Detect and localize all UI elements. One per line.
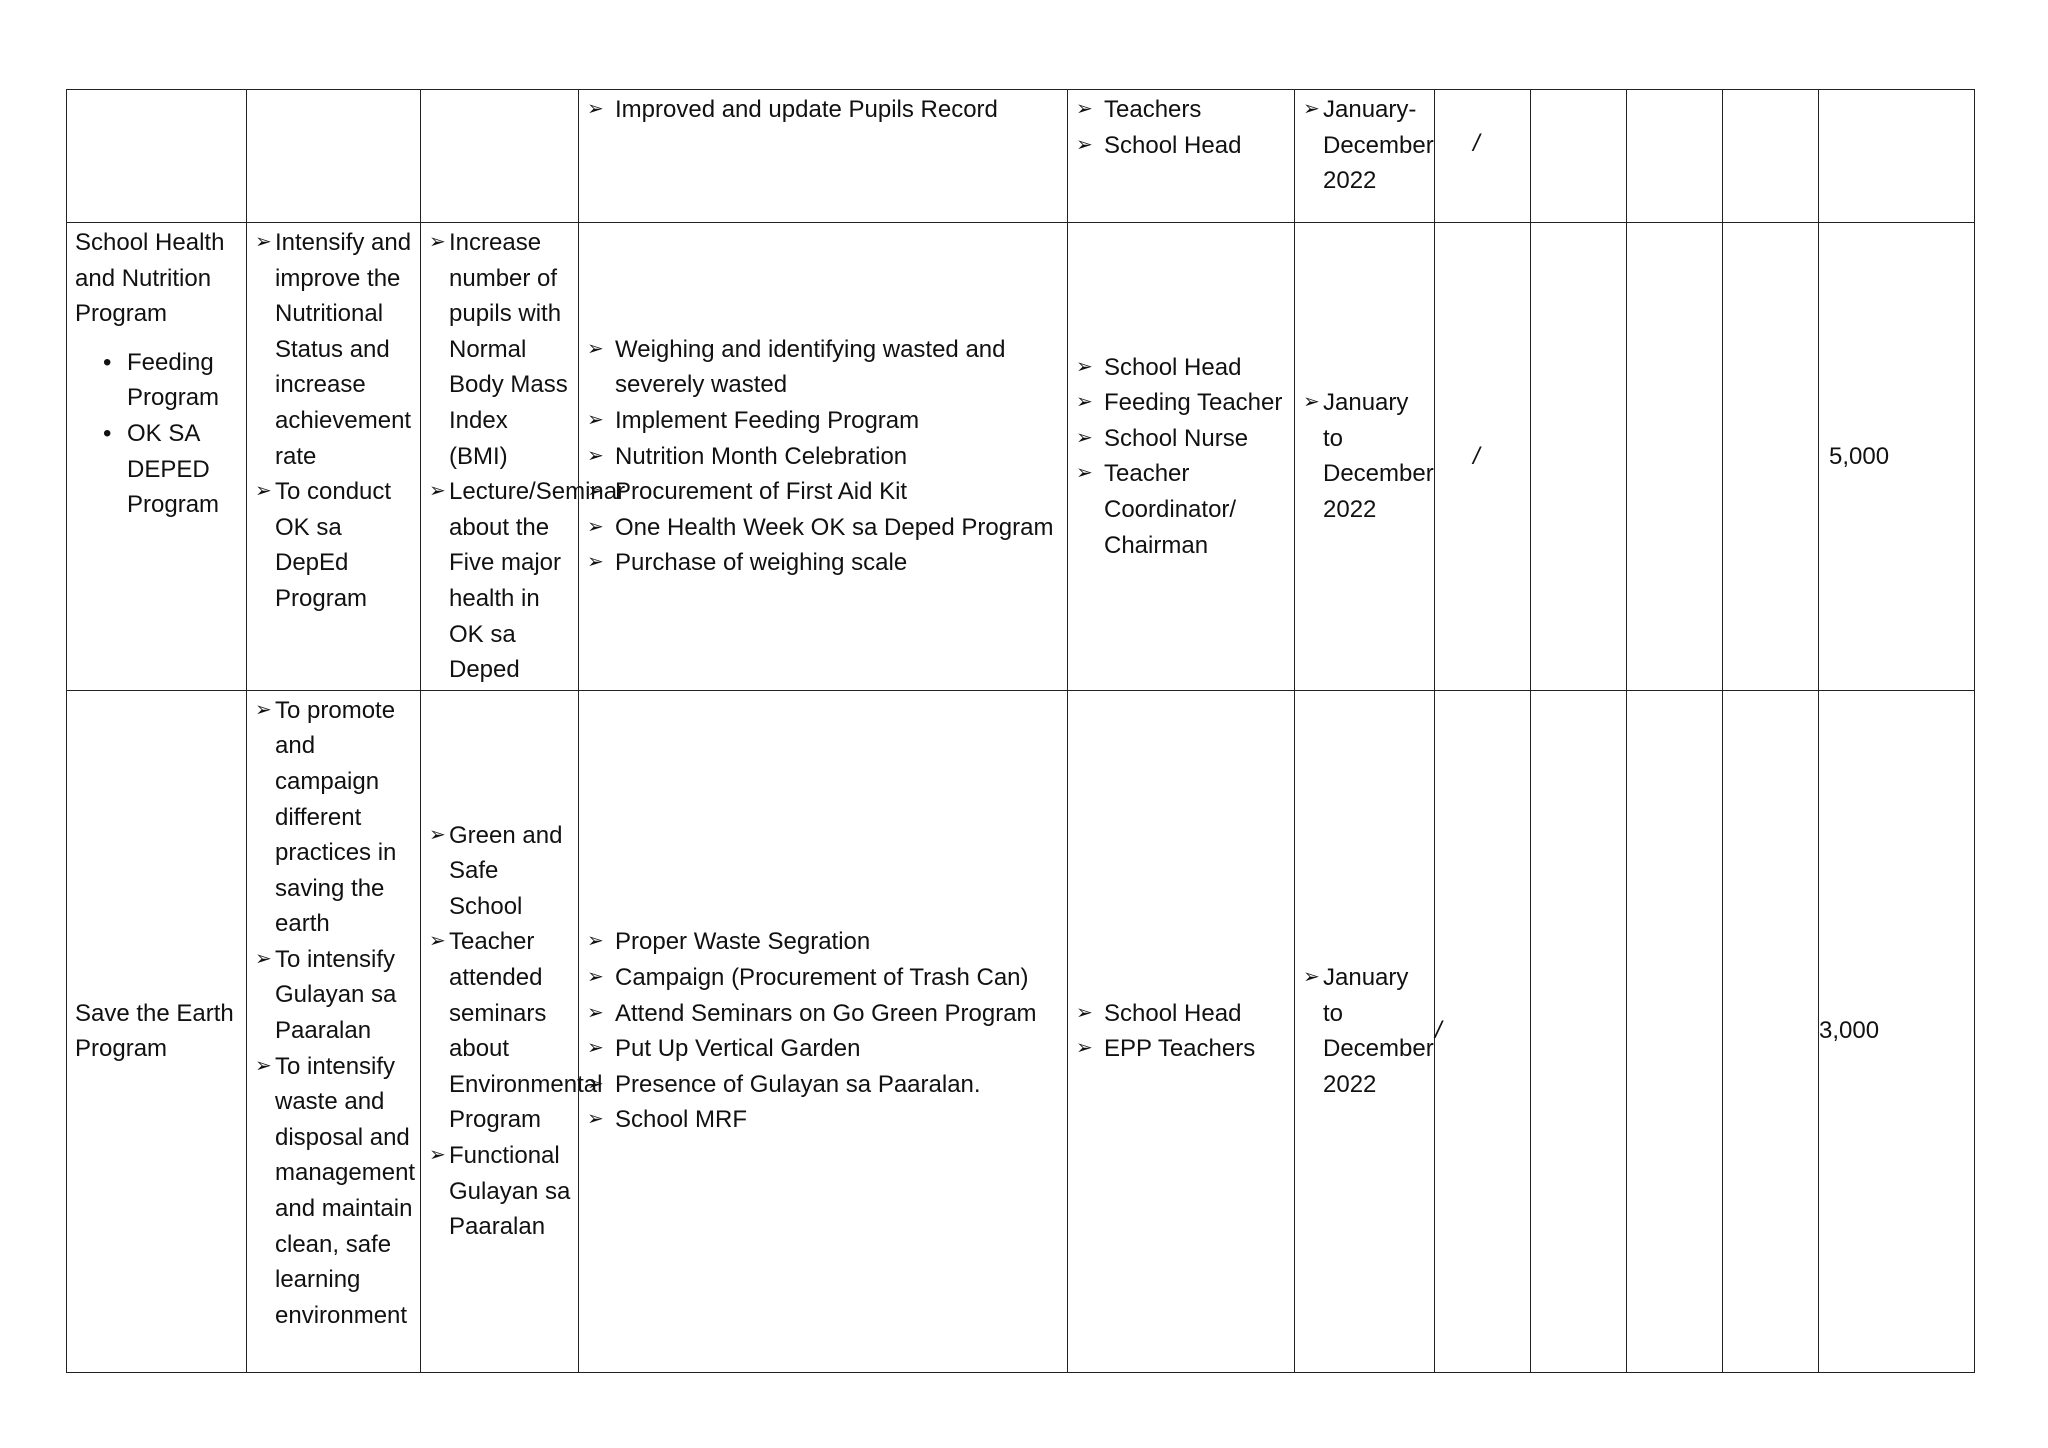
objective-item: ➢ To intensify Gulayan sa Paaralan: [255, 942, 414, 1049]
time-cell: [1295, 90, 1435, 223]
activity-item: ➢ Attend Seminars on Go Green Program: [587, 996, 1061, 1032]
activity-item: ➢ Campaign (Procurement of Trash Can): [587, 960, 1061, 996]
program-name: School Health and Nutrition Program: [75, 229, 225, 328]
progress-mark: /: [1435, 223, 1531, 691]
time-frame: ➢ January-December 2022: [1303, 92, 1428, 199]
activities-cell: [579, 690, 1068, 1372]
activity-item: ➢ Nutrition Month Celebration: [587, 439, 1061, 475]
objective-item: ➢ To promote and campaign different practices in saving the earth: [255, 693, 414, 942]
sub-program-item: • OK SA DEPED Program: [75, 416, 240, 523]
activity-item: ➢ Weighing and identifying wasted and severely wasted: [587, 332, 1061, 403]
time-frame: ➢ January to December 2022: [1303, 960, 1428, 1102]
budget-cell: 3,000: [1819, 690, 1975, 1372]
program-cell: [67, 90, 247, 223]
kpi-item: ➢ Lecture/Seminar about the Five major health in OK sa Deped: [429, 474, 572, 688]
person-item: ➢ School Head: [1076, 350, 1288, 386]
kpi-cell: [421, 690, 603, 1372]
objective-item: ➢ To intensify waste and disposal and management and maintain clean, safe learning environment: [255, 1049, 414, 1334]
persons-cell: [1068, 223, 1295, 691]
person-item: ➢ School Head: [1076, 996, 1288, 1032]
activity-item: ➢ Proper Waste Segration: [587, 924, 1061, 960]
progress-mark: /: [1435, 690, 1531, 1372]
program-cell: [67, 223, 247, 691]
person-item: ➢ School Head: [1076, 128, 1288, 164]
person-item: ➢ Feeding Teacher: [1076, 385, 1288, 421]
plan-table: [66, 89, 1975, 1373]
time-cell: [1295, 690, 1435, 1372]
kpi-item: ➢ Teacher attended seminars about Environmental Program: [429, 924, 572, 1138]
budget-cell: [1819, 90, 1975, 223]
persons-cell: [1068, 90, 1295, 223]
kpi-item: ➢ Increase number of pupils with Normal Body Mass Index (BMI): [429, 225, 572, 474]
sub-program-item: • Feeding Program: [75, 345, 240, 416]
table-row: [67, 90, 1975, 223]
table-row: [67, 690, 1975, 1372]
activity-item: ➢ Presence of Gulayan sa Paaralan.: [587, 1067, 1061, 1103]
person-item: ➢ EPP Teachers: [1076, 1031, 1288, 1067]
progress-mark: /: [1435, 90, 1531, 223]
kpi-item: ➢ Functional Gulayan sa Paaralan: [429, 1138, 572, 1245]
program-name: Save the Earth Program: [67, 690, 247, 1372]
objectives-cell: [247, 690, 421, 1372]
activity-item: ➢ Implement Feeding Program: [587, 403, 1061, 439]
activities-cell: [579, 90, 1068, 223]
objective-item: ➢ To conduct OK sa DepEd Program: [255, 474, 414, 616]
objective-item: ➢ Intensify and improve the Nutritional Status and increase achievement rate: [255, 225, 414, 474]
objectives-cell: [247, 223, 421, 691]
person-item: ➢ Teacher Coordinator/ Chairman: [1076, 456, 1288, 563]
kpi-item: ➢ Green and Safe School: [429, 818, 572, 925]
activities-cell: [579, 223, 1068, 691]
time-cell: [1295, 223, 1435, 691]
person-item: ➢ Teachers: [1076, 92, 1288, 128]
activity-item: ➢ Put Up Vertical Garden: [587, 1031, 1061, 1067]
kpi-cell: [421, 223, 626, 691]
person-item: ➢ School Nurse: [1076, 421, 1288, 457]
activity-item: ➢ One Health Week OK sa Deped Program: [587, 510, 1061, 546]
activity-item: ➢ School MRF: [587, 1102, 1061, 1138]
activity-item: ➢ Procurement of First Aid Kit: [587, 474, 1061, 510]
persons-cell: [1068, 690, 1295, 1372]
activity-item: ➢ Improved and update Pupils Record: [587, 92, 1061, 128]
activity-item: ➢ Purchase of weighing scale: [587, 545, 1061, 581]
table-row: [67, 223, 1975, 691]
budget-cell: 5,000: [1819, 223, 1975, 691]
time-frame: ➢ January to December 2022: [1303, 385, 1428, 527]
